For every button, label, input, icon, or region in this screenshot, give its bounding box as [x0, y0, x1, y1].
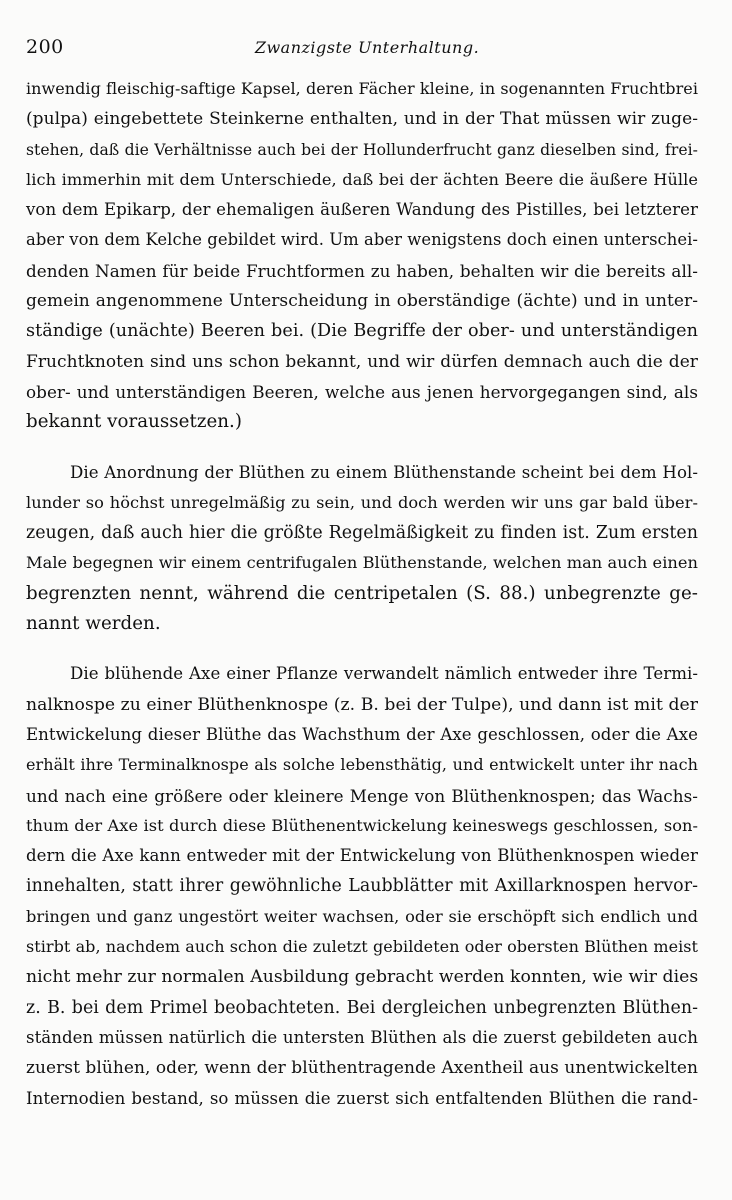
- text-line: von dem Epikarp, der ehemaligen äußeren Wandung des Pistilles, bei letzterer: [26, 200, 698, 220]
- paragraph-1: [26, 74, 698, 438]
- text-line: begrenzten nennt, während die centripetalen (S. 88.) unbegrenzte ge-: [26, 582, 698, 604]
- text-line: zuerst blühen, oder, wenn der blüthentragende Axentheil aus unentwickelten: [26, 1058, 698, 1079]
- text-line: Entwickelung dieser Blüthe das Wachsthum der Axe geschlossen, oder die Axe: [26, 724, 698, 744]
- text-line: und nach eine größere oder kleinere Menge von Blüthenknospen; das Wachs-: [26, 785, 698, 806]
- text-line: denden Namen für beide Fruchtformen zu haben, behalten wir die bereits all-: [26, 260, 698, 281]
- text-line: nalknospe zu einer Blüthenknospe (z. B. bei der Tulpe), und dann ist mit der: [26, 694, 698, 715]
- text-line: Die Anordnung der Blüthen zu einem Blüthenstande scheint bei dem Hol-: [70, 462, 698, 482]
- text-line: innehalten, statt ihrer gewöhnliche Laubblätter mit Axillarknospen hervor-: [26, 876, 698, 897]
- text-line: dern die Axe kann entweder mit der Entwickelung von Blüthenknospen wieder: [26, 846, 698, 866]
- text-line: (pulpa) eingebettete Steinkerne enthalten, und in der That müssen wir zuge-: [26, 109, 698, 130]
- text-line: thum der Axe ist durch diese Blüthenentwickelung keineswegs geschlossen, son-: [26, 815, 698, 835]
- text-line: nannt werden.: [26, 613, 161, 635]
- text-line: aber von dem Kelche gebildet wird. Um aber wenigstens doch einen unterschei-: [26, 230, 698, 250]
- text-line: erhält ihre Terminalknospe als solche lebensthätig, und entwickelt unter ihr nach: [26, 755, 698, 775]
- text-line: Internodien bestand, so müssen die zuerst sich entfaltenden Blüthen die rand-: [26, 1088, 698, 1108]
- running-head: Zwanzigste Unterhaltung.: [254, 38, 480, 57]
- text-line: nicht mehr zur normalen Ausbildung gebracht werden konnten, wie wir dies: [26, 967, 699, 988]
- text-line: Fruchtknoten sind uns schon bekannt, und wir dürfen demnach auch die der: [26, 351, 698, 372]
- paragraph-3: [26, 659, 698, 1113]
- text-line: gemein angenommene Unterscheidung in oberständige (ächte) und in unter-: [26, 291, 698, 312]
- text-line: ständen müssen natürlich die untersten Blüthen als die zuerst gebildeten auch: [26, 1027, 698, 1047]
- text-line: inwendig fleischig-saftige Kapsel, deren Fächer kleine, in sogenannten Fruchtbrei: [26, 79, 698, 98]
- page-number: 200: [26, 36, 64, 58]
- text-line: z. B. bei dem Primel beobachteten. Bei dergleichen unbegrenzten Blüthen-: [26, 997, 698, 1018]
- text-line: bringen und ganz ungestört weiter wachsen, oder sie erschöpft sich endlich und: [26, 906, 698, 926]
- paragraph-2: [26, 458, 698, 640]
- text-line: stehen, daß die Verhältnisse auch bei der Hollunderfrucht ganz dieselben sind, frei-: [26, 140, 698, 159]
- text-line: bekannt voraussetzen.): [26, 411, 243, 433]
- text-line: zeugen, daß auch hier die größte Regelmäßigkeit zu finden ist. Zum ersten: [26, 523, 698, 544]
- text-line: ständige (unächte) Beeren bei. (Die Begriffe der ober- und unterständigen: [26, 321, 698, 342]
- text-line: lunder so höchst unregelmäßig zu sein, und doch werden wir uns gar bald über-: [26, 492, 698, 512]
- text-line: ober- und unterständigen Beeren, welche aus jenen hervorgegangen sind, als: [26, 381, 698, 402]
- page-body: [26, 74, 698, 1134]
- text-line: lich immerhin mit dem Unterschiede, daß bei der ächten Beere die äußere Hülle: [26, 169, 698, 189]
- page-header: [26, 36, 708, 58]
- text-line: stirbt ab, nachdem auch schon die zuletzt gebildeten oder obersten Blüthen meist: [26, 937, 698, 957]
- text-line: Die blühende Axe einer Pflanze verwandelt nämlich entweder ihre Termi-: [70, 664, 698, 684]
- text-line: Male begegnen wir einem centrifugalen Blüthenstande, welchen man auch einen: [26, 553, 698, 573]
